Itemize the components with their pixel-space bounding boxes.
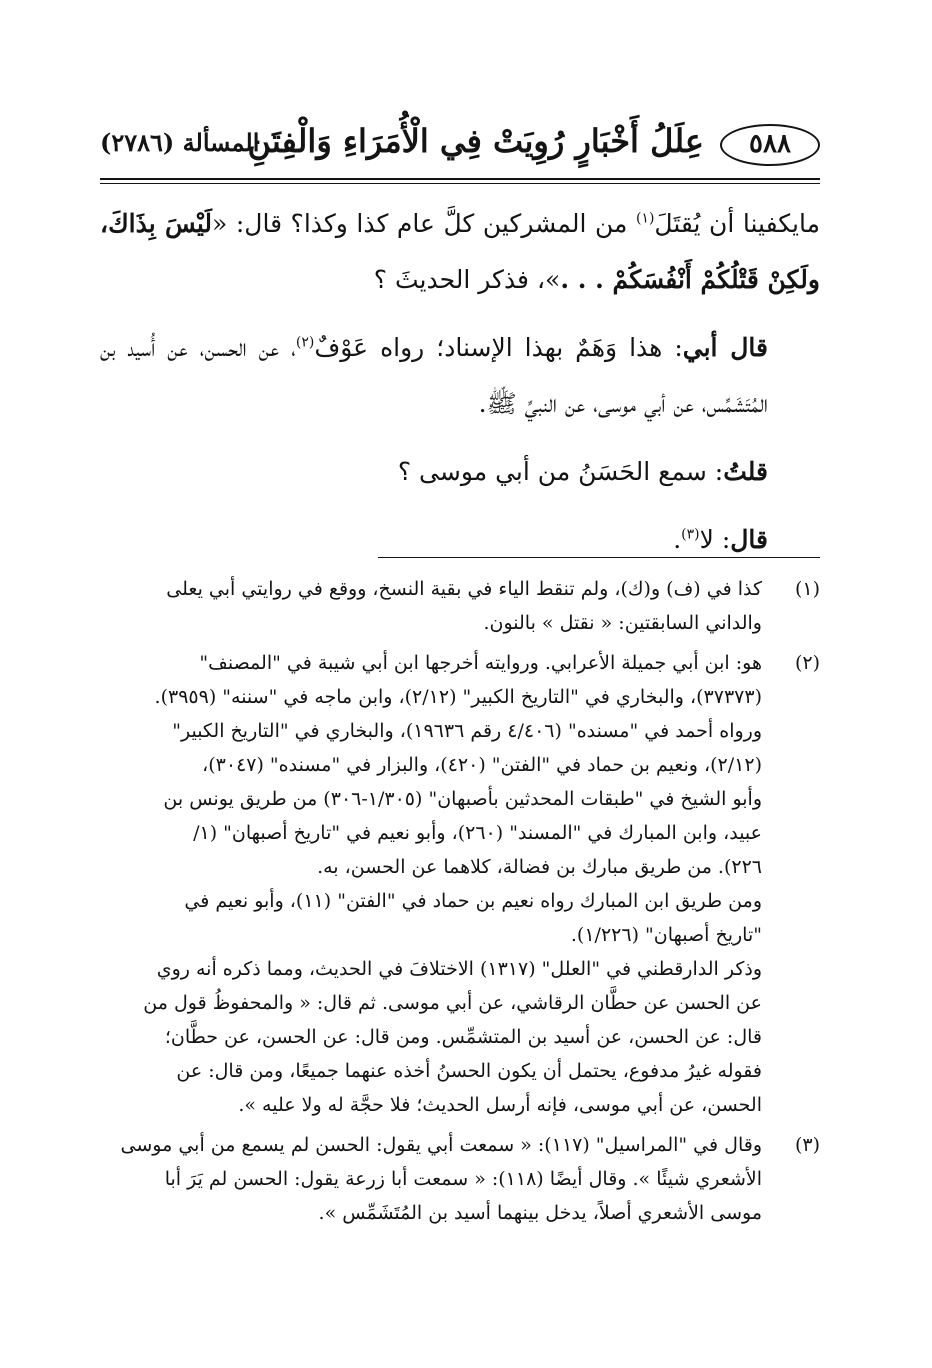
main-paragraph: قال: لا$^{(٣)}$. bbox=[673, 525, 768, 554]
footnote-number: (٢) bbox=[794, 652, 820, 674]
header-rule bbox=[100, 178, 820, 184]
footnote-line: قال: عن الحسن، عن أسيد بن المتشمِّس. ومن قال: عن الحسن، عن حطَّان؛ bbox=[164, 1026, 762, 1048]
footnote-line: كذا في (ف) و(ك)، ولم تنقط الياء في بقية النسخ، ووقع في روايتي أبي يعلى bbox=[166, 578, 762, 600]
main-paragraph: قلتُ: سمع الحَسَنُ من أبي موسى ؟ bbox=[397, 457, 768, 486]
footnote-line: هو: ابن أبي جميلة الأعرابي. وروايته أخرجها ابن أبي شيبة في "المصنف" bbox=[199, 652, 762, 674]
footnote-line: عن الحسن عن حطَّان الرقاشي، عن أبي موسى. ثم قال: « والمحفوظُ قول من bbox=[143, 992, 762, 1014]
footnotes bbox=[100, 572, 820, 1236]
footnote-line: والداني السابقتين: « نقتل » بالنون. bbox=[483, 612, 762, 634]
footnote-line: وذكر الدارقطني في "العلل" (١٣١٧) الاختلافَ في الحديث، ومما ذكره أنه روي bbox=[156, 958, 762, 980]
footnote-ref: (٣) bbox=[681, 526, 700, 543]
hadith-quote: لَيْسَ بِذَاكَ، ولَكِنْ قَتْلُكُمْ أَنْفُسَكُمْ . . . bbox=[100, 209, 820, 294]
footnote-line: موسى الأشعري أصلاً، يدخل بينهما أسيد بن المُتَشَمِّس ». bbox=[318, 1202, 762, 1224]
main-text bbox=[100, 196, 820, 580]
footnote-2 bbox=[100, 646, 820, 1122]
book-title: عِلَلُ أَخْبَارٍ رُوِيَتْ فِي الْأُمَرَاءِ وَالْفِتَنِ bbox=[247, 122, 704, 160]
footnote-line: فقوله غيرُ مدفوع، يحتمل أن يكون الحسنُ أخذه عنهما جميعًا، ومن قال: عن bbox=[176, 1060, 762, 1082]
footnote-line: ومن طريق ابن المبارك رواه نعيم بن حماد في "الفتن" (١١)، وأبو نعيم في bbox=[184, 890, 762, 912]
speaker-label: قال أبي bbox=[682, 333, 768, 362]
footnote-line: عبيد، وابن المبارك في "المسند" (٢٦٠)، وأبو نعيم في "تاريخ أصبهان" (١/ bbox=[193, 822, 762, 844]
footnote-1 bbox=[100, 572, 820, 640]
footnote-number: (٣) bbox=[794, 1134, 820, 1156]
main-paragraph: قال أبي: هذا وَهَمٌ بهذا الإسناد؛ رواه عَوْفٌ$^{(٢)}$، عن الحسن، عن أُسيد بن المُتَشَمِّس، عن أبي موسى، عن النبيِّ ﷺ. bbox=[100, 333, 768, 418]
footnote-line: ٢٢٦). من طريق مبارك بن فضالة، كلاهما عن الحسن، به. bbox=[317, 856, 762, 878]
footnote-ref: (٢) bbox=[295, 334, 315, 351]
footnote-ref: (١) bbox=[635, 210, 655, 227]
footnote-separator bbox=[378, 557, 820, 558]
speaker-label: قلتُ bbox=[723, 457, 768, 486]
footnote-line: الأشعري شيئًا ». وقال أيضًا (١١٨): « سمعت أبا زرعة يقول: الحسن لم يَرَ أبا bbox=[164, 1168, 762, 1190]
main-paragraph: مايكفينا أن يُقتَلَ$^{(١)}$ من المشركين كلَّ عام كذا وكذا؟ قال: «لَيْسَ بِذَاكَ، ولَكِنْ قَتْلُكُمْ أَنْفُسَكُمْ . . .»، فذكر الحديثَ ؟ bbox=[100, 209, 820, 294]
footnote-line: وأبو الشيخ في "طبقات المحدثين بأصبهان" (١/٣٠٥-٣٠٦) من طريق يونس بن bbox=[163, 788, 762, 810]
issue-label: المسألة (٢٧٨٦) bbox=[100, 128, 260, 157]
page-number: ٥٨٨ bbox=[720, 124, 820, 166]
footnote-line: "تاريخ أصبهان" (١/٢٢٦). bbox=[570, 924, 762, 946]
footnote-line: الحسن، عن أبي موسى، فإنه أرسل الحديث؛ فلا حجَّة له ولا عليه ». bbox=[238, 1094, 762, 1116]
footnote-line: (٢/١٢)، ونعيم بن حماد في "الفتن" (٤٢٠)، والبزار في "مسنده" (٣٠٤٧)، bbox=[202, 754, 762, 776]
footnote-line: (٣٧٣٧٣)، والبخاري في "التاريخ الكبير" (٢/١٢)، وابن ماجه في "سننه" (٣٩٥٩). bbox=[154, 686, 762, 708]
footnote-line: وقال في "المراسيل" (١١٧): « سمعت أبي يقول: الحسن لم يسمع من أبي موسى bbox=[120, 1134, 762, 1156]
footnote-number: (١) bbox=[794, 578, 820, 600]
speaker-label: قال bbox=[730, 525, 768, 554]
footnote-line: ورواه أحمد في "مسنده" (٤/٤٠٦ رقم ١٩٦٣٦)، والبخاري في "التاريخ الكبير" bbox=[172, 720, 762, 742]
footnote-3 bbox=[100, 1128, 820, 1230]
running-header bbox=[100, 118, 820, 176]
